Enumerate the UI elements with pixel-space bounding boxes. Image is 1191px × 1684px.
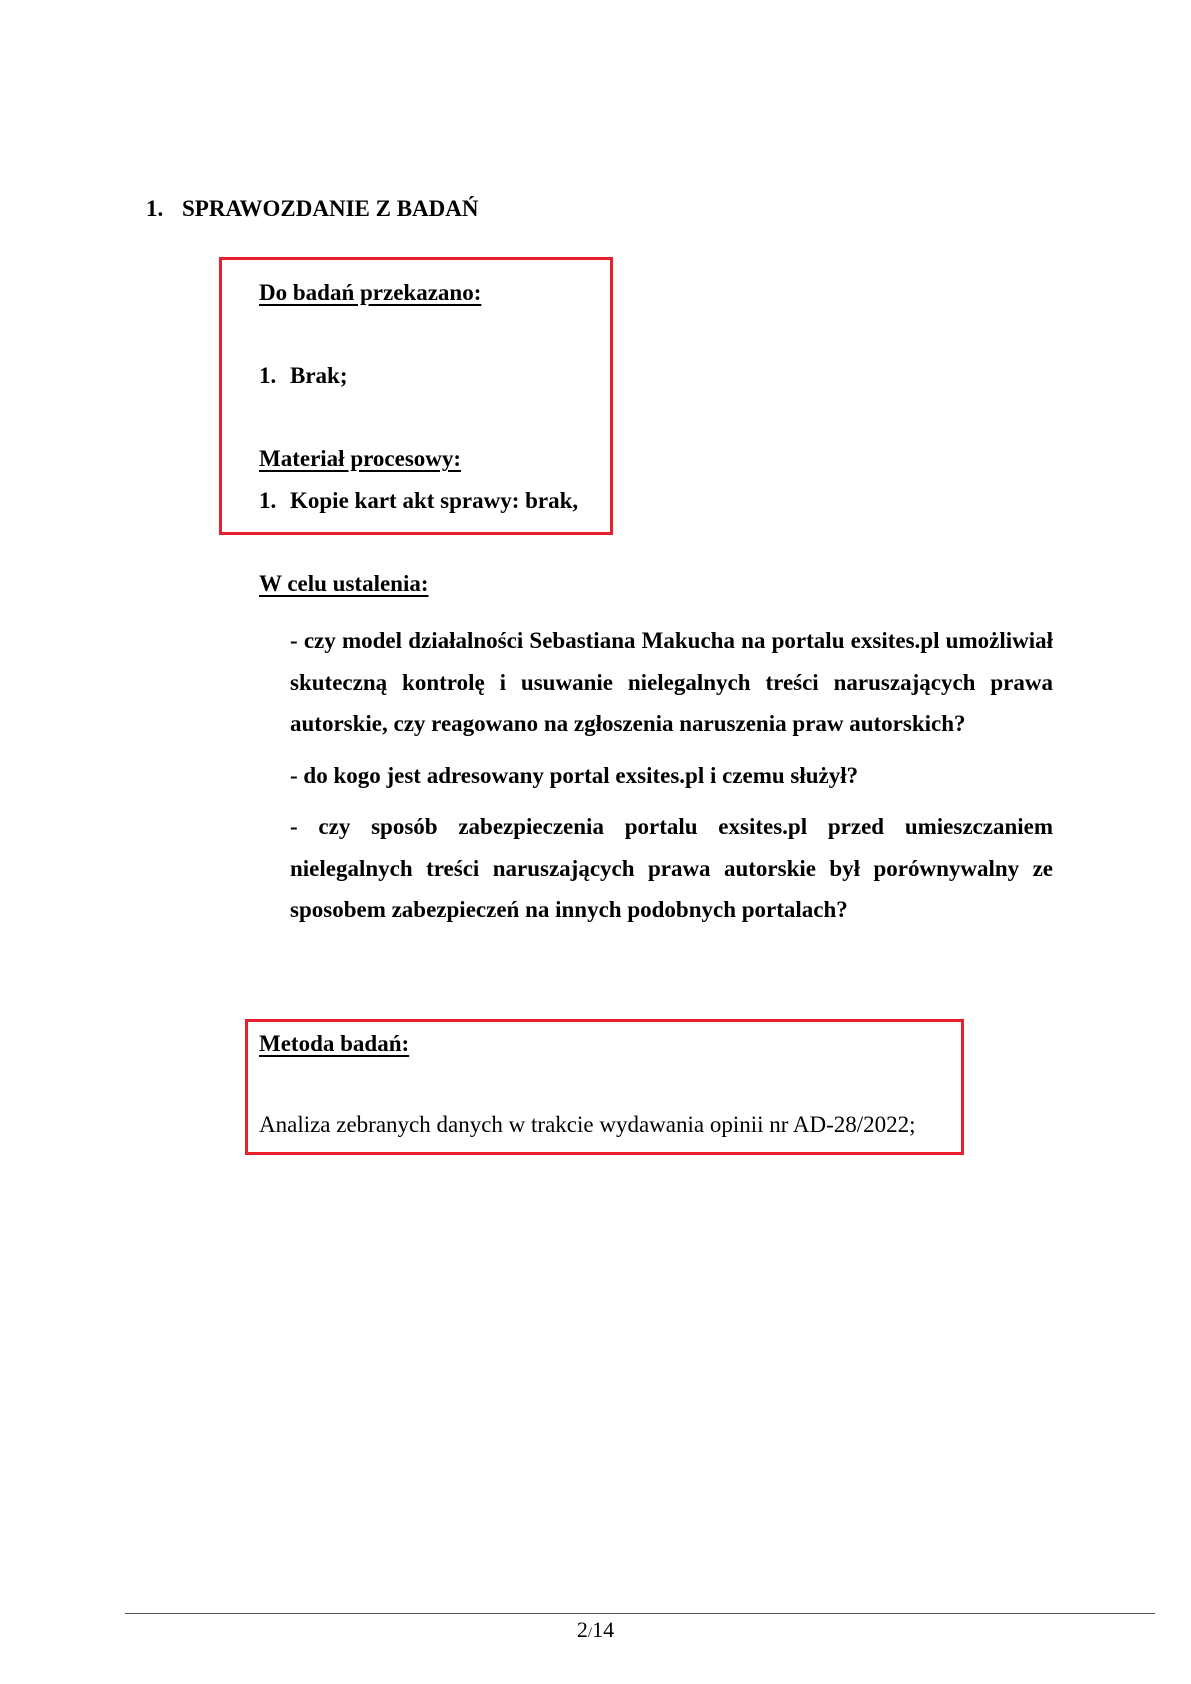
page-total: 14	[592, 1617, 615, 1642]
materials-item	[259, 363, 348, 389]
purpose-question: - czy model działalności Sebastiana Makucha na portalu exsites.pl umożliwiał skuteczną kontrolę i usuwanie nielegalnych treści naruszających prawa autorskie, czy reagowano na zgłoszenia naruszenia praw autorskich?	[290, 628, 1053, 736]
purpose-question: - czy sposób zabezpieczenia portalu exsites.pl przed umieszczaniem nielegalnych treści naruszających prawa autorskie był porównywalny ze sposobem zabezpieczeń na innych podobnych portalach?	[290, 814, 1053, 922]
page-separator: /	[587, 1625, 593, 1641]
process-material-item-text: Kopie kart akt sprawy: brak,	[290, 488, 579, 513]
page-number	[0, 1617, 1191, 1643]
materials-heading: Do badań przekazano:	[259, 280, 482, 305]
section-title	[146, 196, 478, 222]
materials-item-text: Brak;	[290, 363, 348, 388]
method-text: Analiza zebranych danych w trakcie wydawania opinii nr AD-28/2022;	[259, 1112, 916, 1137]
process-material-item	[259, 488, 578, 514]
materials-item-number: 1.	[259, 363, 277, 388]
purpose-heading: W celu ustalenia:	[259, 571, 429, 596]
purpose-question: - do kogo jest adresowany portal exsites.pl i czemu służył?	[290, 762, 859, 788]
footer-divider	[125, 1613, 1155, 1614]
section-number: 1.	[146, 196, 164, 221]
method-heading: Metoda badań:	[259, 1031, 410, 1056]
process-material-item-number: 1.	[259, 488, 277, 513]
process-material-heading: Materiał procesowy:	[259, 446, 462, 471]
page-current: 2	[576, 1617, 588, 1642]
purpose-questions	[290, 620, 1053, 941]
section-title-text: SPRAWOZDANIE Z BADAŃ	[182, 196, 479, 221]
